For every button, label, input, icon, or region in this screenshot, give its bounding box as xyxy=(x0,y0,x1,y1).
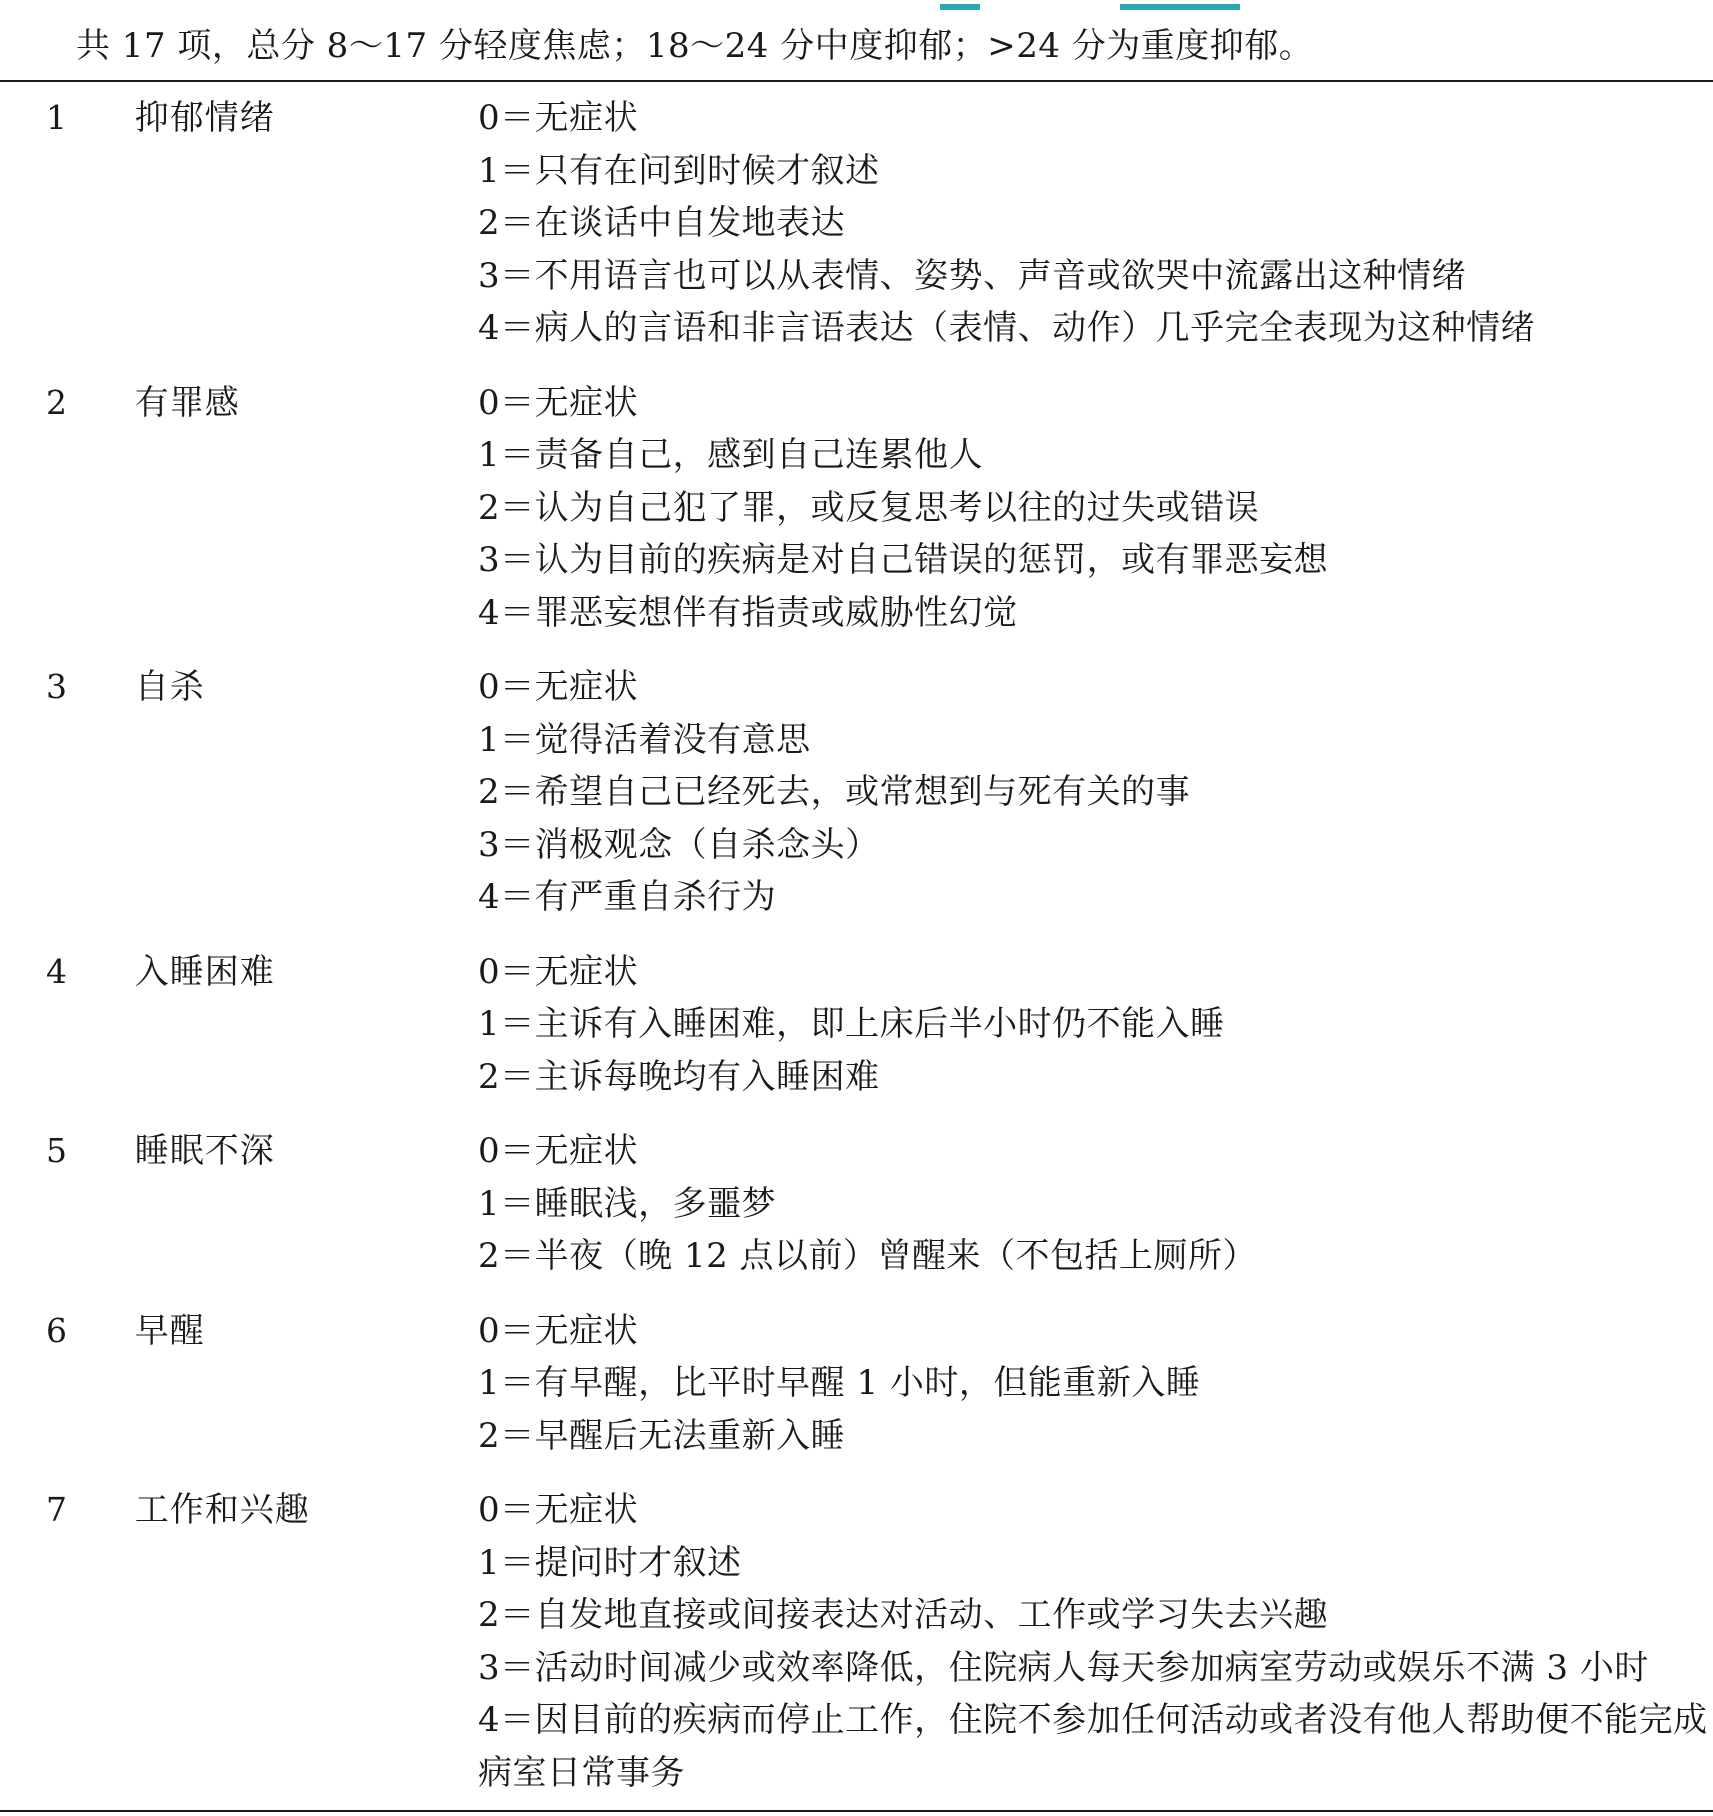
item-label: 自杀 xyxy=(134,667,205,707)
item-label: 入睡困难 xyxy=(134,951,275,992)
score-option: 4＝病人的言语和非言语表达（表情、动作）几乎完全表现为这种情绪 xyxy=(478,308,1536,348)
item-number: 3 xyxy=(46,667,67,706)
scale-item xyxy=(0,1125,1713,1283)
item-label: 工作和兴趣 xyxy=(134,1490,310,1530)
score-option: 3＝不用语言也可以从表情、姿势、声音或欲哭中流露出这种情绪 xyxy=(478,255,1467,296)
title-fragment-mark xyxy=(1120,4,1240,10)
item-option-list xyxy=(478,661,1713,924)
item-option-list xyxy=(478,92,1713,355)
score-option: 0＝无症状 xyxy=(478,1490,639,1530)
score-option: 4＝因目前的疾病而停止工作，住院不参加任何活动或者没有他人帮助便不能完成病室日常事务 xyxy=(478,1700,1708,1793)
score-option: 1＝提问时才叙述 xyxy=(478,1542,742,1583)
score-option: 1＝有早醒，比平时早醒 1 小时，但能重新入睡 xyxy=(478,1363,1201,1403)
score-option: 1＝觉得活着没有意思 xyxy=(478,719,811,760)
scale-item xyxy=(0,92,1713,355)
item-option-list xyxy=(478,377,1713,640)
item-label: 有罪感 xyxy=(134,382,240,423)
score-option: 1＝责备自己，感到自己连累他人 xyxy=(478,435,984,475)
score-option: 1＝只有在问到时候才叙述 xyxy=(478,150,880,191)
scale-scoring-note: 共 17 项，总分 8～17 分轻度焦虑；18～24 分中度抑郁；>24 分为重度抑郁。 xyxy=(76,26,1314,66)
score-option: 1＝睡眠浅，多噩梦 xyxy=(478,1183,777,1224)
score-option: 1＝主诉有入睡困难，即上床后半小时仍不能入睡 xyxy=(478,1004,1225,1044)
table-top-rule xyxy=(0,80,1713,82)
score-option: 4＝罪恶妄想伴有指责或威胁性幻觉 xyxy=(478,592,1018,633)
item-label: 早醒 xyxy=(134,1310,205,1351)
score-option: 2＝认为自己犯了罪，或反复思考以往的过失或错误 xyxy=(478,487,1260,528)
score-option: 2＝希望自己已经死去，或常想到与死有关的事 xyxy=(478,772,1191,812)
score-option: 0＝无症状 xyxy=(478,667,639,707)
item-label: 睡眠不深 xyxy=(134,1131,275,1171)
item-option-list xyxy=(478,1484,1713,1799)
item-number: 1 xyxy=(46,98,67,137)
table-bottom-rule xyxy=(0,1810,1713,1812)
score-option: 4＝有严重自杀行为 xyxy=(478,877,777,917)
item-number: 7 xyxy=(46,1490,67,1529)
item-option-list xyxy=(478,946,1713,1104)
scale-item xyxy=(0,1305,1713,1463)
score-option: 2＝自发地直接或间接表达对活动、工作或学习失去兴趣 xyxy=(478,1595,1329,1635)
score-option: 0＝无症状 xyxy=(478,1310,639,1351)
item-number: 4 xyxy=(46,951,67,991)
score-option: 2＝主诉每晚均有入睡困难 xyxy=(478,1056,880,1097)
item-number: 5 xyxy=(46,1131,67,1170)
score-option: 3＝消极观念（自杀念头） xyxy=(478,824,880,865)
scale-item xyxy=(0,661,1713,924)
item-label: 抑郁情绪 xyxy=(134,98,275,138)
score-option: 2＝在谈话中自发地表达 xyxy=(478,203,846,243)
score-option: 0＝无症状 xyxy=(478,1131,639,1171)
score-option: 0＝无症状 xyxy=(478,98,639,138)
scale-item xyxy=(0,377,1713,640)
item-option-list xyxy=(478,1305,1713,1463)
score-option: 2＝半夜（晚 12 点以前）曾醒来（不包括上厕所） xyxy=(478,1236,1258,1276)
score-option: 0＝无症状 xyxy=(478,382,639,423)
item-number: 2 xyxy=(46,382,67,422)
item-number: 6 xyxy=(46,1310,67,1350)
scale-item xyxy=(0,1484,1713,1799)
score-option: 3＝活动时间减少或效率降低，住院病人每天参加病室劳动或娱乐不满 3 小时 xyxy=(478,1647,1649,1688)
title-fragment-mark xyxy=(940,4,980,10)
scale-items-table xyxy=(0,92,1713,1799)
score-option: 0＝无症状 xyxy=(478,951,639,992)
scale-item xyxy=(0,946,1713,1104)
score-option: 3＝认为目前的疾病是对自己错误的惩罚，或有罪恶妄想 xyxy=(478,540,1329,580)
item-option-list xyxy=(478,1125,1713,1283)
cut-off-table-title xyxy=(700,0,1260,10)
score-option: 2＝早醒后无法重新入睡 xyxy=(478,1415,846,1456)
